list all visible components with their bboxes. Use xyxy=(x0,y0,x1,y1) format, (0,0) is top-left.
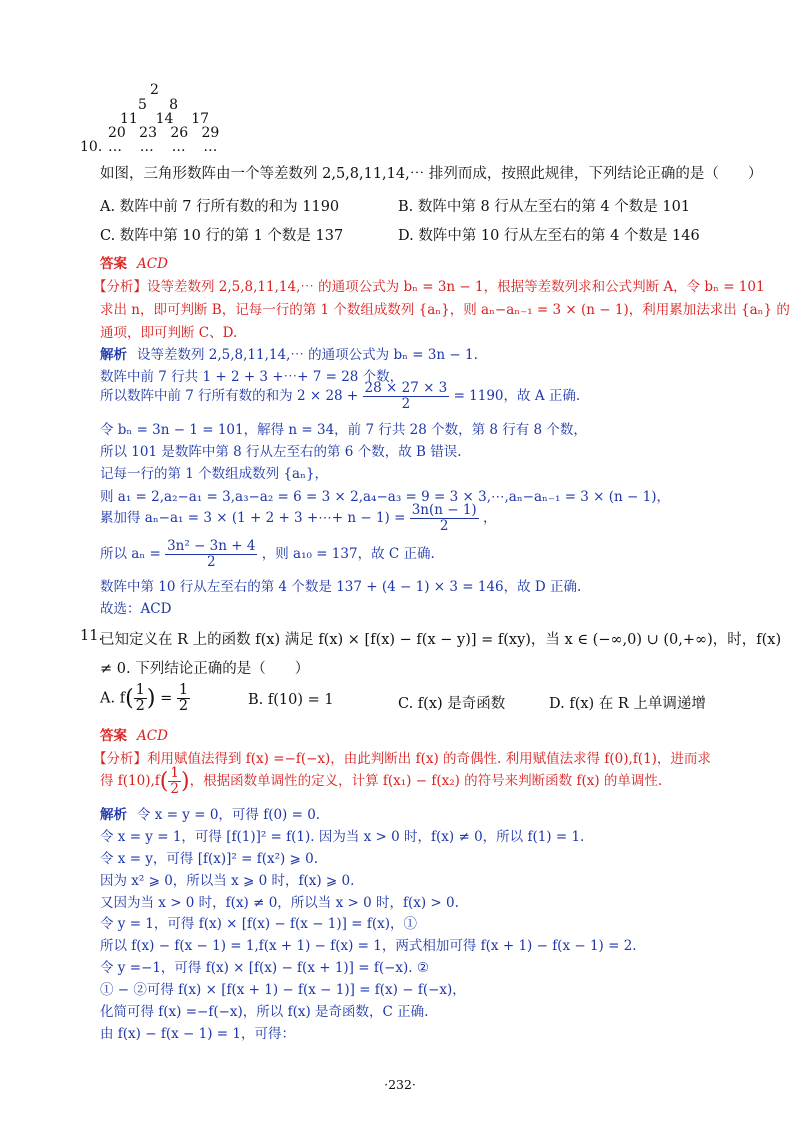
q10-option-d: D. 数阵中第 10 行从左至右的第 4 个数是 146 xyxy=(398,228,700,244)
q11-number: 11. xyxy=(80,628,104,644)
q11-solution-line-6: 令 y = 1，可得 f(x) × [f(x) − f(x − 1)] = f(x)，① xyxy=(100,916,417,932)
triangle-row-2: 5 8 xyxy=(138,97,179,113)
q10-number: 10. xyxy=(80,139,103,155)
triangle-row-5: … … … … xyxy=(108,139,218,155)
q11-solution-line-7: 所以 f(x) − f(x − 1) = 1,f(x + 1) − f(x) = 1，两式相加可得 f(x + 1) − f(x − 1) = 2. xyxy=(100,938,637,954)
q10-solution-line-8: 累加得 aₙ−a₁ = 3 × (1 + 2 + 3 +⋯+ n − 1) = $\frac{3n(n - 1)}{2}$ ， xyxy=(100,502,497,534)
q11-answer-label: 答案 xyxy=(100,728,127,744)
q11-solution-line-4: 因为 x² ⩾ 0，所以当 x ⩾ 0 时，f(x) ⩾ 0. xyxy=(100,873,355,889)
q10-stem: 如图，三角形数阵由一个等差数列 2,5,8,11,14,⋯ 排列而成，按照此规律，下列结论正确的是（ ） xyxy=(100,166,763,182)
q11-option-d: D. f(x) 在 R 上单调递增 xyxy=(549,696,706,712)
q10-option-c: C. 数阵中第 10 行的第 1 个数是 137 xyxy=(100,228,344,244)
q10-option-a: A. 数阵中前 7 行所有数的和为 1190 xyxy=(100,199,340,215)
fraction: $\frac{3n(n - 1)}{2}$ xyxy=(411,502,477,534)
q10-solution-line-3: 所以数阵中前 7 行所有数的和为 2 × 28 + $\frac{28 \times 27 \times 3}{2}$ = 1190，故 A 正确. xyxy=(100,380,581,412)
q10-answer xyxy=(100,252,168,272)
triangle-row-4: 20 23 26 29 xyxy=(108,125,220,141)
q11-option-a: A. f( $\frac{1}{2}$ ) = $\frac{1}{2}$ xyxy=(100,682,189,714)
fraction: $\frac{\text{3n² − 3n + 4}}{2}$ xyxy=(167,538,256,570)
q10-solution-line-6: 记每一行的第 1 个数组成数列 {aₙ}， xyxy=(100,466,329,482)
q10-solution-line-7: 则 a₁ = 2,a₂−a₁ = 3,a₃−a₂ = 6 = 3 × 2,a₄−a₃ = 9 = 3 × 3,⋯,aₙ−aₙ₋₁ = 3 × (n − 1)， xyxy=(100,489,670,505)
q11-solution-line-1: 解析 令 x = y = 0，可得 f(0) = 0. xyxy=(100,807,321,823)
q11-solution-line-9: ① − ②可得 f(x) × [f(x + 1) − f(x − 1)] = f(x) − f(−x)， xyxy=(100,982,466,998)
q10-solution-line-11: 故选：ACD xyxy=(100,601,172,617)
q11-analysis-line-2: 得 f(10),f( $\frac{1}{2}$ )，根据函数单调性的定义，计算 f(x₁) − f(x₂) 的符号来判断函数 f(x) 的单调性. xyxy=(100,765,663,797)
q10-analysis-line-3: 通项，即可判断 C、D. xyxy=(100,325,238,341)
q11-solution-line-8: 令 y =−1，可得 f(x) × [f(x) − f(x + 1)] = f(−x). ② xyxy=(100,960,429,976)
page-number: ·232· xyxy=(384,1077,416,1092)
q10-solution-line-2: 数阵中前 7 行共 1 + 2 + 3 +⋯+ 7 = 28 个数， xyxy=(100,369,404,385)
fraction: $\frac{28 \times 27 \times 3}{2}$ xyxy=(364,380,448,412)
q11-option-b: B. f(10) = 1 xyxy=(248,692,334,708)
q10-answer-label: 答案 xyxy=(100,256,127,272)
q11-solution-line-11: 由 f(x) − f(x − 1) = 1，可得： xyxy=(100,1026,295,1042)
q11-solution-line-2: 令 x = y = 1，可得 [f(1)]² = f(1). 因为当 x > 0 时，f(x) ≠ 0，所以 f(1) = 1. xyxy=(100,829,585,845)
q10-analysis-line-1: 【分析】设等差数列 2,5,8,11,14,⋯ 的通项公式为 bₙ = 3n − 1，根据等差数列求和公式判断 A，令 bₙ = 101 xyxy=(93,279,765,295)
q11-analysis-line-1: 【分析】利用赋值法得到 f(x) =−f(−x)，由此判断出 f(x) 的奇偶性. 利用赋值法求得 f(0),f(1)，进而求 xyxy=(93,751,711,767)
q10-solution-line-5: 所以 101 是数阵中第 8 行从左至右的第 6 个数，故 B 错误. xyxy=(100,444,462,460)
q10-option-b: B. 数阵中第 8 行从左至右的第 4 个数是 101 xyxy=(398,199,691,215)
q11-stem-line-2: ≠ 0. 下列结论正确的是（ ） xyxy=(100,661,310,677)
q10-solution-line-9: 所以 aₙ = $\frac{\text{3n² − 3n + 4}}{2}$ ，则 a₁₀ = 137，故 C 正确. xyxy=(100,538,435,570)
q10-solution-line-10: 数阵中第 10 行从左至右的第 4 个数是 137 + (4 − 1) × 3 = 146，故 D 正确. xyxy=(100,579,582,595)
q11-solution-label: 解析 xyxy=(100,807,127,823)
q11-stem-line-1: 已知定义在 R 上的函数 f(x) 满足 f(x) × [f(x) − f(x − y)] = f(xy)，当 x ∈ (−∞,0) ∪ (0,+∞)，时，f(x) xyxy=(100,632,782,648)
q10-analysis-line-2: 求出 n，即可判断 B，记每一行的第 1 个数组成数列 {aₙ}，则 aₙ−aₙ₋₁ = 3 × (n − 1)，利用累加法求出 {aₙ} 的 xyxy=(100,302,790,318)
triangle-row-1: 2 xyxy=(150,82,159,98)
q11-answer-value: ACD xyxy=(137,728,168,744)
fraction: $\frac{1}{2}$ xyxy=(170,765,179,797)
q10-solution-line-1: 解析 设等差数列 2,5,8,11,14,⋯ 的通项公式为 bₙ = 3n − 1. xyxy=(100,347,478,363)
q10-solution-line-4: 令 bₙ = 3n − 1 = 101，解得 n = 34，前 7 行共 28 个数，第 8 行有 8 个数， xyxy=(100,422,587,438)
q11-solution-line-5: 又因为当 x > 0 时，f(x) ≠ 0，所以当 x > 0 时，f(x) > 0. xyxy=(100,895,459,911)
q11-solution-line-10: 化简可得 f(x) =−f(−x)，所以 f(x) 是奇函数，C 正确. xyxy=(100,1004,429,1020)
q11-option-c: C. f(x) 是奇函数 xyxy=(398,696,506,712)
q10-answer-value: ACD xyxy=(137,256,168,272)
triangle-row-3: 11 14 17 xyxy=(120,111,210,127)
q11-solution-line-3: 令 x = y，可得 [f(x)]² = f(x²) ⩾ 0. xyxy=(100,851,319,867)
fraction: $\frac{1}{2}$ xyxy=(135,682,145,714)
q11-answer xyxy=(100,724,168,744)
fraction: $\frac{1}{2}$ xyxy=(178,682,189,714)
q10-solution-label: 解析 xyxy=(100,347,127,363)
